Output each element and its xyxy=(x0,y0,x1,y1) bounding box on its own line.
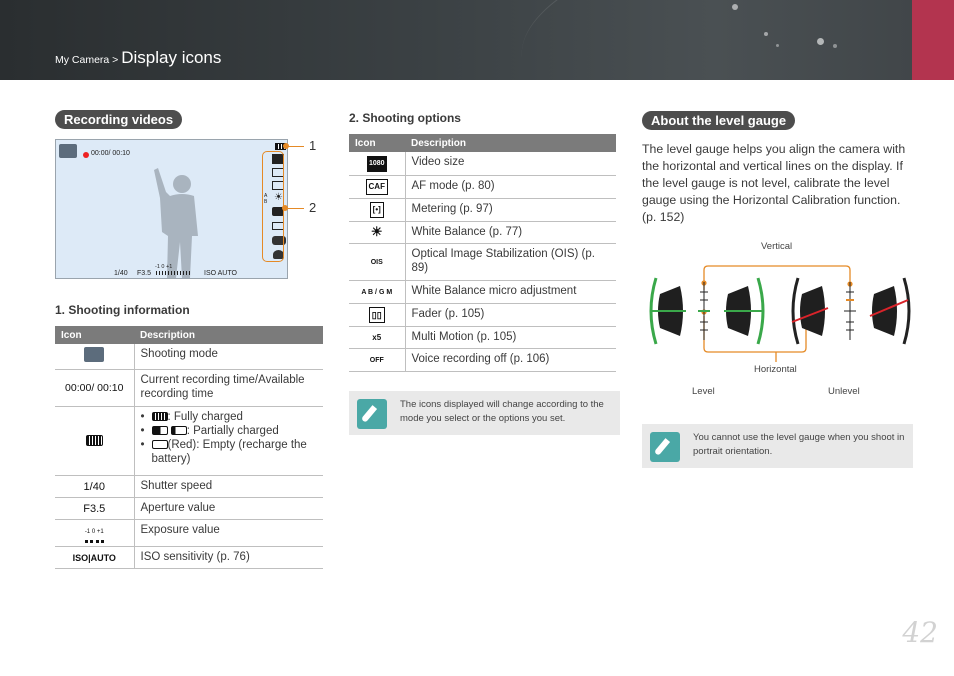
page-title: Display icons xyxy=(121,48,222,67)
note-pencil-icon xyxy=(357,399,387,429)
column-header-icon: Icon xyxy=(55,326,134,344)
table-header-row xyxy=(55,326,323,344)
breadcrumb-parent: My Camera > xyxy=(55,54,122,66)
table-row xyxy=(349,281,616,304)
unlevel-gauge-center-ticks xyxy=(844,282,856,340)
row-description: Video size xyxy=(405,152,616,176)
table-row xyxy=(349,222,616,244)
section-heading-level-gauge: About the level gauge xyxy=(642,111,795,130)
chapter-tab xyxy=(912,0,954,80)
white-balance-icon: ☀ xyxy=(349,222,405,244)
callout-2-line xyxy=(288,208,304,209)
battery-icon xyxy=(55,407,134,476)
shooting-options-heading: 2. Shooting options xyxy=(349,111,461,125)
list-item: • (Red): Empty (recharge the battery) xyxy=(141,438,318,466)
label-vertical: Vertical xyxy=(761,241,793,252)
level-gauge-right xyxy=(724,278,764,344)
level-gauge-paragraph: The level gauge helps you align the camera with the horizontal and vertical lines on the display. If the level gauge is not level, calibrate the level gauge using the Horizontal Calibration function. (p. 152) xyxy=(642,142,906,224)
note-pencil-icon xyxy=(650,432,680,462)
table-row xyxy=(55,498,323,520)
record-time-icon: 00:00/ 00:10 xyxy=(55,370,134,407)
multi-motion-icon: x5 xyxy=(349,327,405,349)
af-mode-icon: CAF xyxy=(349,176,405,199)
page-number: 42 xyxy=(902,616,938,649)
shooting-info-table xyxy=(55,326,323,569)
row-description: Exposure value xyxy=(134,520,323,547)
label-level: Level xyxy=(692,386,715,397)
record-dot-icon xyxy=(83,152,89,158)
row-description: Fader (p. 105) xyxy=(405,304,616,327)
table-row xyxy=(55,520,323,547)
shutter-icon: 1/40 xyxy=(55,476,134,498)
table-row xyxy=(349,176,616,199)
battery-list xyxy=(141,410,318,466)
header-sparkle xyxy=(833,44,837,48)
label-unlevel: Unlevel xyxy=(828,386,860,397)
battery-full-icon xyxy=(152,412,168,421)
unlevel-gauge-right xyxy=(870,278,909,344)
header-sparkle xyxy=(732,4,738,10)
label-horizontal: Horizontal xyxy=(754,364,797,375)
wb-micro-icon: A B / G M xyxy=(349,281,405,304)
ois-icon: OIS xyxy=(349,244,405,281)
iso-icon: ISO|AUTO xyxy=(55,547,134,569)
video-size-icon: 1080 xyxy=(349,152,405,176)
row-description: AF mode (p. 80) xyxy=(405,176,616,199)
column-header-description: Description xyxy=(405,134,616,152)
row-description: Aperture value xyxy=(134,498,323,520)
shooting-options-table xyxy=(349,134,616,372)
screen-exposure-bar xyxy=(156,271,190,275)
table-row xyxy=(55,547,323,569)
row-description: White Balance micro adjustment xyxy=(405,281,616,304)
table-row xyxy=(55,407,323,476)
breadcrumb xyxy=(55,48,221,68)
callout-1-number: 1 xyxy=(309,138,317,153)
row-description: Metering (p. 97) xyxy=(405,199,616,222)
note-text: The icons displayed will change according to the mode you select or the options you set. xyxy=(400,399,604,424)
exposure-icon: -1 0 +1 xyxy=(55,520,134,547)
table-row xyxy=(55,344,323,370)
row-description: ISO sensitivity (p. 76) xyxy=(134,547,323,569)
note-box-icons xyxy=(349,391,620,435)
movie-mode-icon xyxy=(55,344,134,370)
screen-aperture: F3.5 xyxy=(137,270,152,277)
row-description: Shooting mode xyxy=(134,344,323,370)
fader-icon: ▯▯ xyxy=(349,304,405,327)
unlevel-gauge-left xyxy=(792,278,828,344)
person-silhouette xyxy=(56,140,289,280)
battery-empty-icon xyxy=(152,440,168,449)
row-description: Current recording time/Available recording time xyxy=(134,370,323,407)
screen-shutter-speed: 1/40 xyxy=(114,270,128,277)
row-description: White Balance (p. 77) xyxy=(405,222,616,244)
battery-low-icon xyxy=(171,426,187,435)
shooting-info-heading: 1. Shooting information xyxy=(55,303,190,317)
note-text: You cannot use the level gauge when you shoot in portrait orientation. xyxy=(693,432,905,457)
mode-icon xyxy=(59,144,77,158)
aperture-icon: F3.5 xyxy=(55,498,134,520)
page-header xyxy=(0,0,954,80)
list-item: • : Partially charged xyxy=(141,424,318,438)
level-gauge-center-ticks xyxy=(698,282,710,340)
metering-icon: [•] xyxy=(349,199,405,222)
callout-2-bracket xyxy=(262,151,284,262)
column-header-icon: Icon xyxy=(349,134,405,152)
row-description: Multi Motion (p. 105) xyxy=(405,327,616,349)
table-row xyxy=(349,304,616,327)
table-row xyxy=(349,199,616,222)
level-gauge-diagram xyxy=(642,256,914,366)
header-sparkle xyxy=(764,32,768,36)
row-description: Optical Image Stabilization (OIS) (p. 89) xyxy=(405,244,616,281)
table-row xyxy=(349,327,616,349)
table-row xyxy=(349,152,616,176)
row-description: Voice recording off (p. 106) xyxy=(405,349,616,372)
header-swoosh xyxy=(510,0,951,80)
battery-half-icon xyxy=(152,426,168,435)
callout-1-line xyxy=(288,146,304,147)
row-description: Shutter speed xyxy=(134,476,323,498)
screen-iso: ISO AUTO xyxy=(204,270,237,277)
voice-off-icon: OFF xyxy=(349,349,405,372)
table-header-row xyxy=(349,134,616,152)
section-heading-recording: Recording videos xyxy=(55,110,182,129)
list-item: • : Fully charged xyxy=(141,410,318,424)
table-row xyxy=(55,370,323,407)
screen-wb-micro-icon: A B xyxy=(264,193,268,205)
table-row xyxy=(349,349,616,372)
note-box-portrait xyxy=(642,424,913,468)
level-gauge-left xyxy=(650,278,686,344)
column-header-description: Description xyxy=(134,326,323,344)
header-sparkle xyxy=(817,38,824,45)
callout-2-number: 2 xyxy=(309,200,317,215)
table-row xyxy=(349,244,616,281)
header-sparkle xyxy=(776,44,779,47)
camera-screen-illustration xyxy=(55,139,288,279)
table-row xyxy=(55,476,323,498)
row-description xyxy=(134,407,323,476)
screen-record-time: 00:00/ 00:10 xyxy=(91,150,130,157)
screen-exposure-scale: -1 0 +1 xyxy=(155,264,173,270)
screen-white-balance-icon: ☀ xyxy=(274,192,283,203)
